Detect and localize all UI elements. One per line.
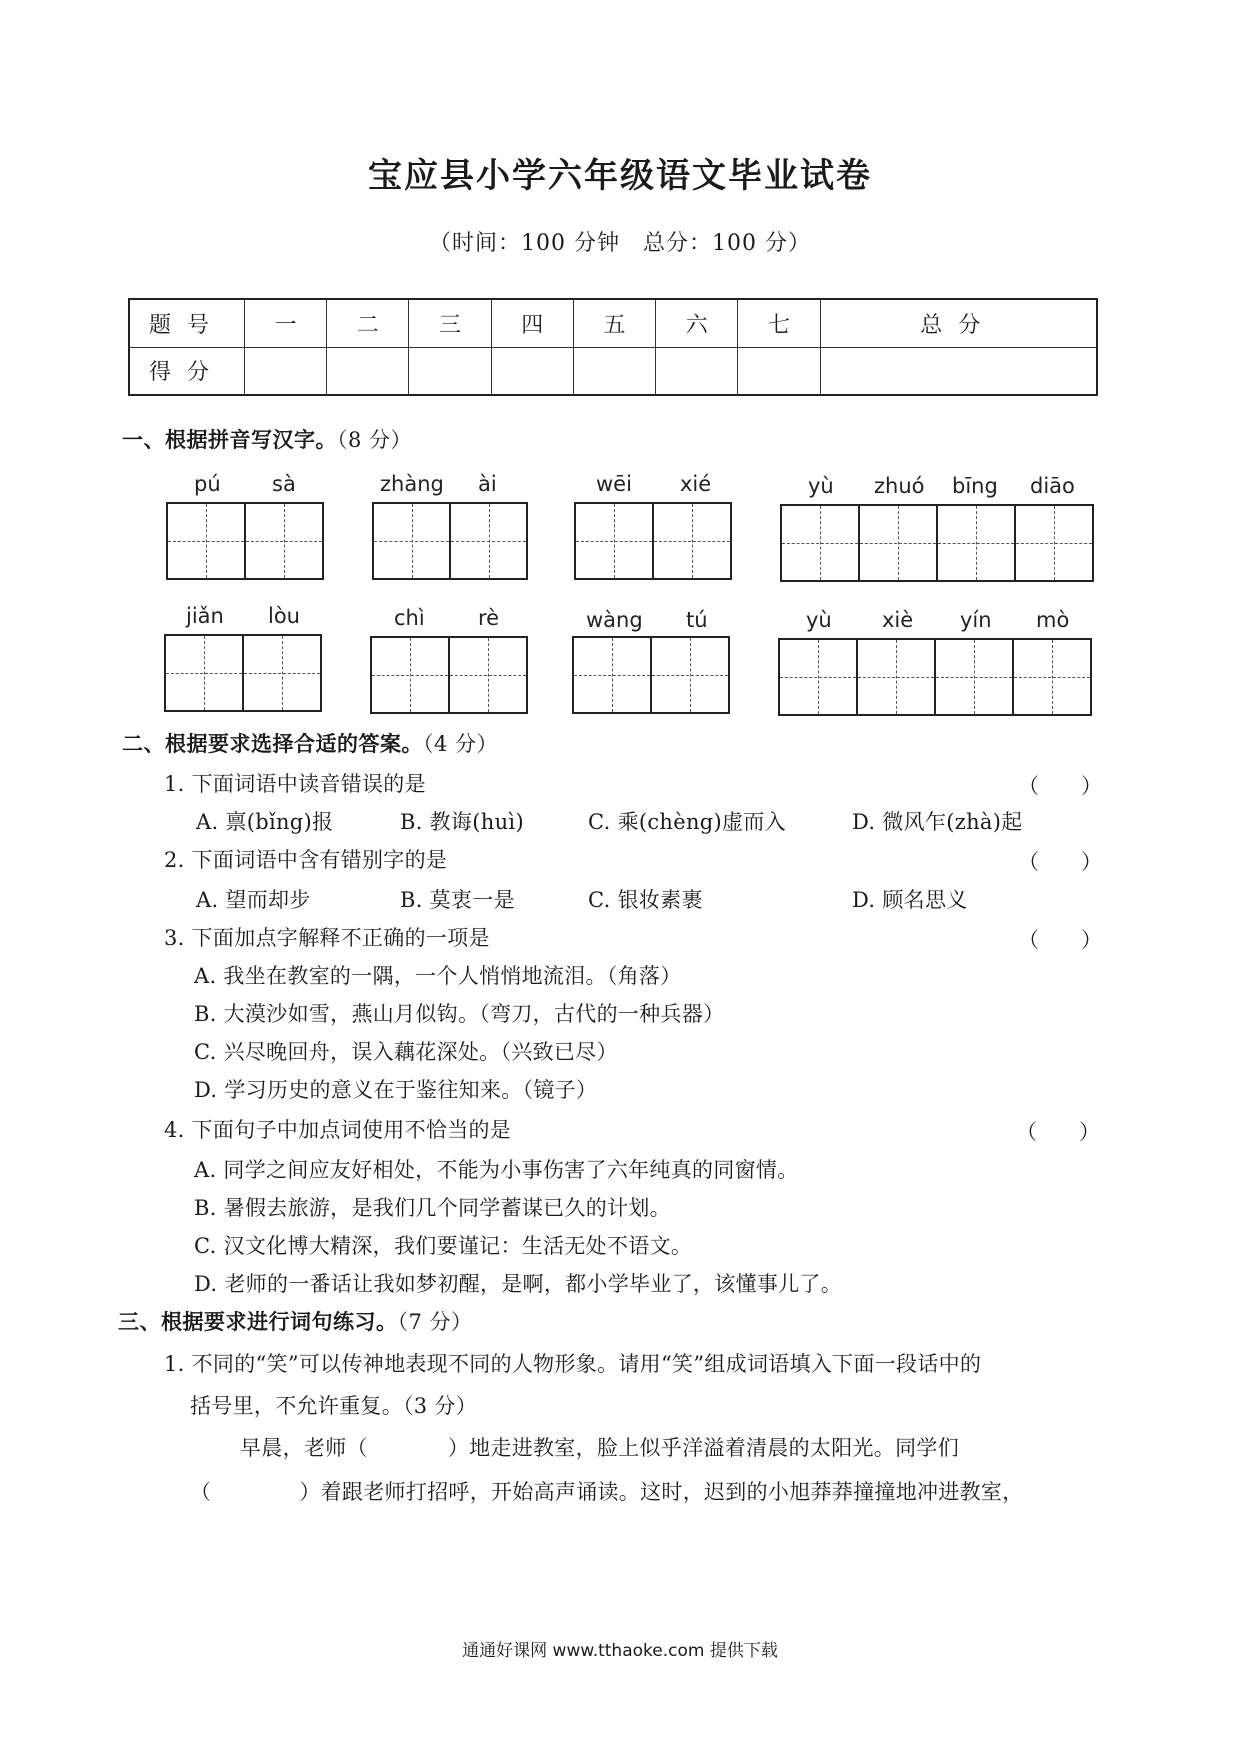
pinyin: yù [808,474,834,498]
answer-paren[interactable]: （ ） [1018,928,1102,952]
option-d: D. 老师的一番话让我如梦初醒，是啊，都小学毕业了，该懂事儿了。 [194,1272,843,1296]
option-b: B. 莫衷一是 [400,888,515,912]
section-2-title: 二、根据要求选择合适的答案。 [122,731,423,756]
score-cell[interactable] [409,347,491,395]
col-7: 七 [738,299,820,347]
q2-4-stem: 4. 下面句子中加点词使用不恰当的是 [164,1118,512,1142]
writing-grid[interactable] [780,504,1094,582]
pinyin: yù [806,608,832,632]
answer-paren[interactable]: （ ） [1018,774,1102,798]
pinyin: diāo [1030,474,1075,498]
pinyin: rè [478,606,500,630]
score-cell[interactable] [491,347,573,395]
col-2: 二 [327,299,409,347]
pinyin: bīng [952,474,998,498]
col-3: 三 [409,299,491,347]
pinyin: xiè [882,608,914,632]
paragraph-line-2 [190,1476,1024,1506]
score-cell[interactable] [245,347,327,395]
exam-info: （时间：100 分钟 总分：100 分） [429,231,811,256]
writing-grid[interactable] [166,502,324,580]
pinyin: zhàng [380,472,444,496]
option-a: A. 我坐在教室的一隅，一个人悄悄地流泪。（角落） [194,964,682,988]
writing-grid[interactable] [572,636,730,714]
pinyin: yín [960,608,992,632]
pinyin: lòu [268,604,300,628]
section-1-title: 一、根据拼音写汉字。 [122,427,337,452]
section-3-points: （7 分） [397,1310,473,1334]
option-b: B. 暑假去旅游，是我们几个同学蓄谋已久的计划。 [194,1196,671,1220]
option-c: C. 汉文化博大精深，我们要谨记：生活无处不语文。 [194,1234,693,1258]
pinyin: sà [272,472,296,496]
score-cell[interactable] [573,347,655,395]
q2-1-stem: 1. 下面词语中读音错误的是 [164,772,426,796]
option-a: A. 望而却步 [196,888,311,912]
row-label-question: 题号 [129,299,245,347]
pinyin: xié [680,472,712,496]
col-1: 一 [245,299,327,347]
col-4: 四 [491,299,573,347]
writing-grid[interactable] [372,502,528,580]
option-a: A. 禀(bǐng)报 [196,810,334,834]
col-total: 总分 [820,299,1097,347]
writing-grid[interactable] [574,502,732,580]
answer-paren[interactable]: （ ） [1018,850,1102,874]
pinyin: wàng [586,608,643,632]
writing-grid[interactable] [164,634,322,712]
option-c: C. 兴尽晚回舟，误入藕花深处。（兴致已尽） [194,1040,618,1064]
pinyin: pú [194,472,221,496]
score-cell[interactable] [327,347,409,395]
writing-grid[interactable] [778,638,1092,716]
pinyin: wēi [596,472,632,496]
col-5: 五 [573,299,655,347]
score-table [128,298,1098,396]
pinyin: chì [394,606,425,630]
option-d: D. 顾名思义 [852,888,968,912]
section-2-points: （4 分） [423,732,499,756]
option-d: D. 微风乍(zhà)起 [852,810,1023,834]
pinyin: mò [1036,608,1070,632]
footer-source: 通通好课网 www.tthaoke.com 提供下载 [462,1641,778,1661]
option-c: C. 乘(chèng)虚而入 [588,810,786,834]
q2-2-stem: 2. 下面词语中含有错别字的是 [164,848,448,872]
paragraph-text: 早晨，老师（ [240,1436,368,1460]
page-title: 宝应县小学六年级语文毕业试卷 [368,156,872,196]
paragraph-line-1 [240,1432,959,1462]
pinyin: tú [686,608,708,632]
section-3-heading [118,1306,473,1336]
section-1-heading [122,424,412,454]
score-header-row [129,299,1097,347]
option-b: B. 大漠沙如雪，燕山月似钩。（弯刀，古代的一种兵器） [194,1002,725,1026]
pinyin: jiǎn [186,604,224,628]
paragraph-text: ）着跟老师打招呼，开始高声诵读。这时，迟到的小旭莽莽撞撞地冲进教室， [299,1480,1024,1504]
row-label-score: 得分 [129,347,245,395]
score-cell[interactable] [738,347,820,395]
option-c: C. 银妆素裹 [588,888,703,912]
option-a: A. 同学之间应友好相处，不能为小事伤害了六年纯真的同窗情。 [194,1158,799,1182]
score-cell[interactable] [656,347,738,395]
score-value-row [129,347,1097,395]
pinyin: zhuó [874,474,925,498]
paragraph-text: （ [190,1480,212,1504]
col-6: 六 [656,299,738,347]
section-2-heading [122,728,498,758]
option-d: D. 学习历史的意义在于鉴往知来。（镜子） [194,1078,598,1102]
score-cell[interactable] [820,347,1097,395]
answer-paren[interactable]: （ ） [1016,1120,1100,1144]
section-1-points: （8 分） [337,428,413,452]
q3-1-stem-line1: 1. 不同的“笑”可以传神地表现不同的人物形象。请用“笑”组成词语填入下面一段话中的 [164,1352,982,1376]
q2-3-stem: 3. 下面加点字解释不正确的一项是 [164,926,490,950]
option-b: B. 教诲(huì) [400,810,524,834]
paragraph-text: ）地走进教室，脸上似乎洋溢着清晨的太阳光。同学们 [447,1436,960,1460]
pinyin: ài [478,472,497,496]
section-3-title: 三、根据要求进行词句练习。 [118,1309,398,1334]
q3-1-stem-line2: 括号里，不允许重复。（3 分） [190,1394,478,1418]
writing-grid[interactable] [370,636,528,714]
